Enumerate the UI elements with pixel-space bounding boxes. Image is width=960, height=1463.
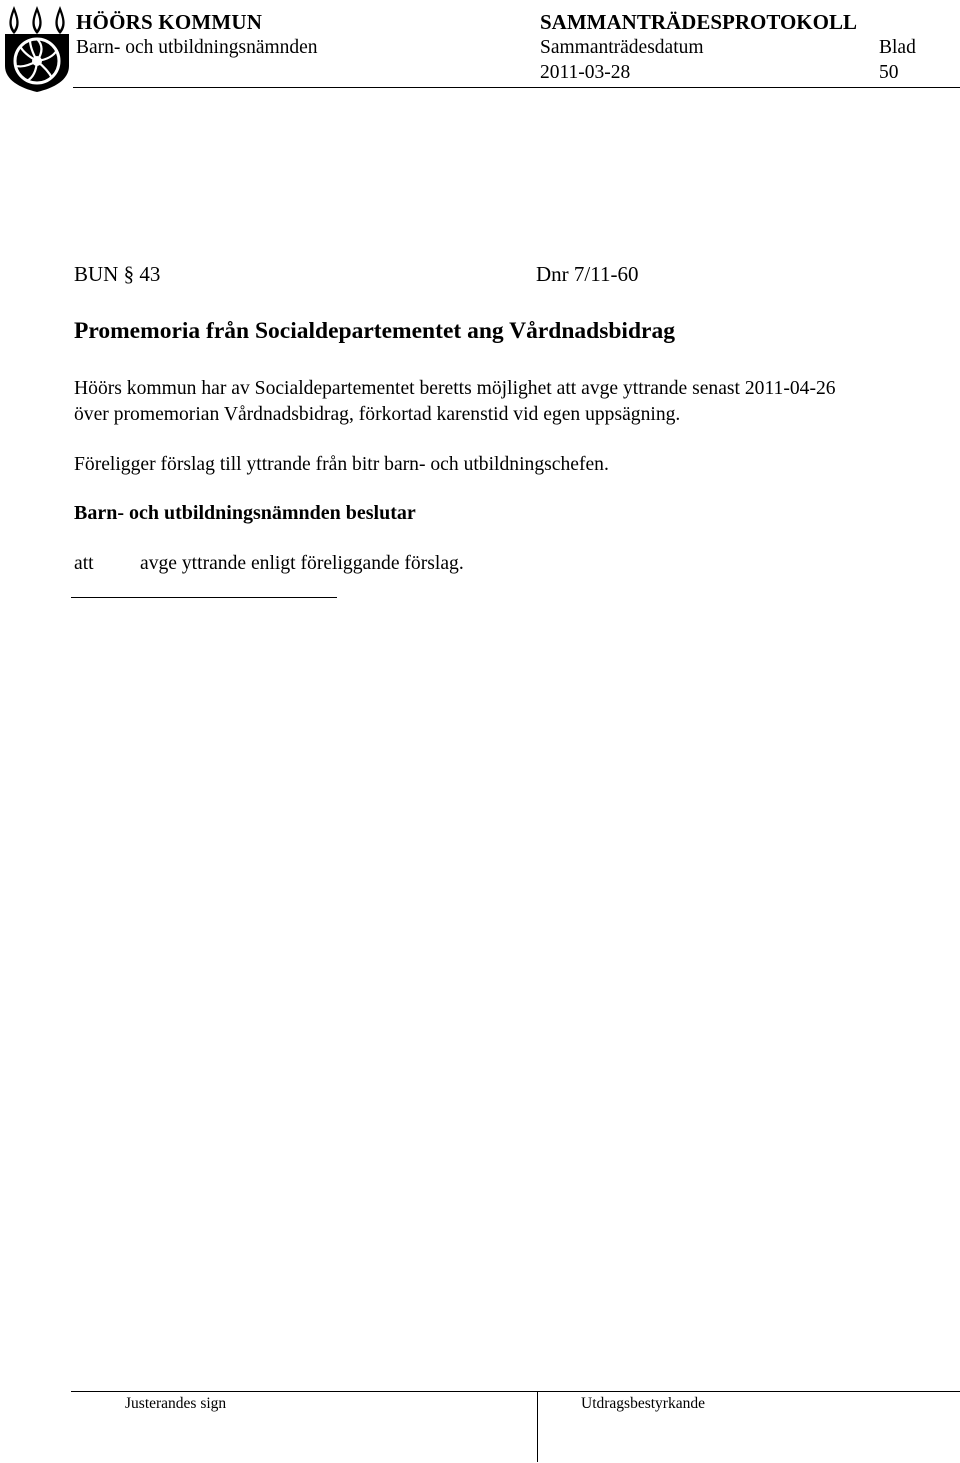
paragraph-line: Höörs kommun har av Socialdepartementet beretts möjlighet att avge yttrande senast 2011-04-26 xyxy=(74,378,836,399)
extract-certification-label: Utdragsbestyrkande xyxy=(581,1395,705,1412)
page-number: 50 xyxy=(879,62,899,83)
case-title: Promemoria från Socialdepartementet ang Vårdnadsbidrag xyxy=(74,318,675,344)
page-label: Blad xyxy=(879,37,916,58)
case-reference: BUN § 43 xyxy=(74,262,161,286)
section-end-divider xyxy=(71,597,337,598)
meeting-date-value: 2011-03-28 xyxy=(540,62,631,83)
document-type: SAMMANTRÄDESPROTOKOLL xyxy=(540,10,857,34)
decision-label: att xyxy=(74,553,94,574)
footer-divider xyxy=(71,1391,960,1392)
paragraph-line: över promemorian Vårdnadsbidrag, förkortad karenstid vid egen uppsägning. xyxy=(74,403,681,425)
adjuster-signature-label: Justerandes sign xyxy=(125,1395,227,1412)
case-paragraph-1 xyxy=(74,376,836,427)
decision-text: avge yttrande enligt föreliggande förslag. xyxy=(140,553,464,574)
municipal-coat-of-arms-icon xyxy=(2,4,72,92)
header-divider xyxy=(73,87,960,88)
case-dnr: Dnr 7/11-60 xyxy=(536,262,639,286)
footer-column-divider xyxy=(537,1392,538,1462)
department-name: Barn- och utbildningsnämnden xyxy=(76,37,318,58)
meeting-date-label: Sammanträdesdatum xyxy=(540,37,704,58)
organization-name: HÖÖRS KOMMUN xyxy=(76,10,263,34)
decision-heading: Barn- och utbildningsnämnden beslutar xyxy=(74,502,416,524)
case-paragraph-2: Föreligger förslag till yttrande från bitr barn- och utbildningschefen. xyxy=(74,454,609,475)
